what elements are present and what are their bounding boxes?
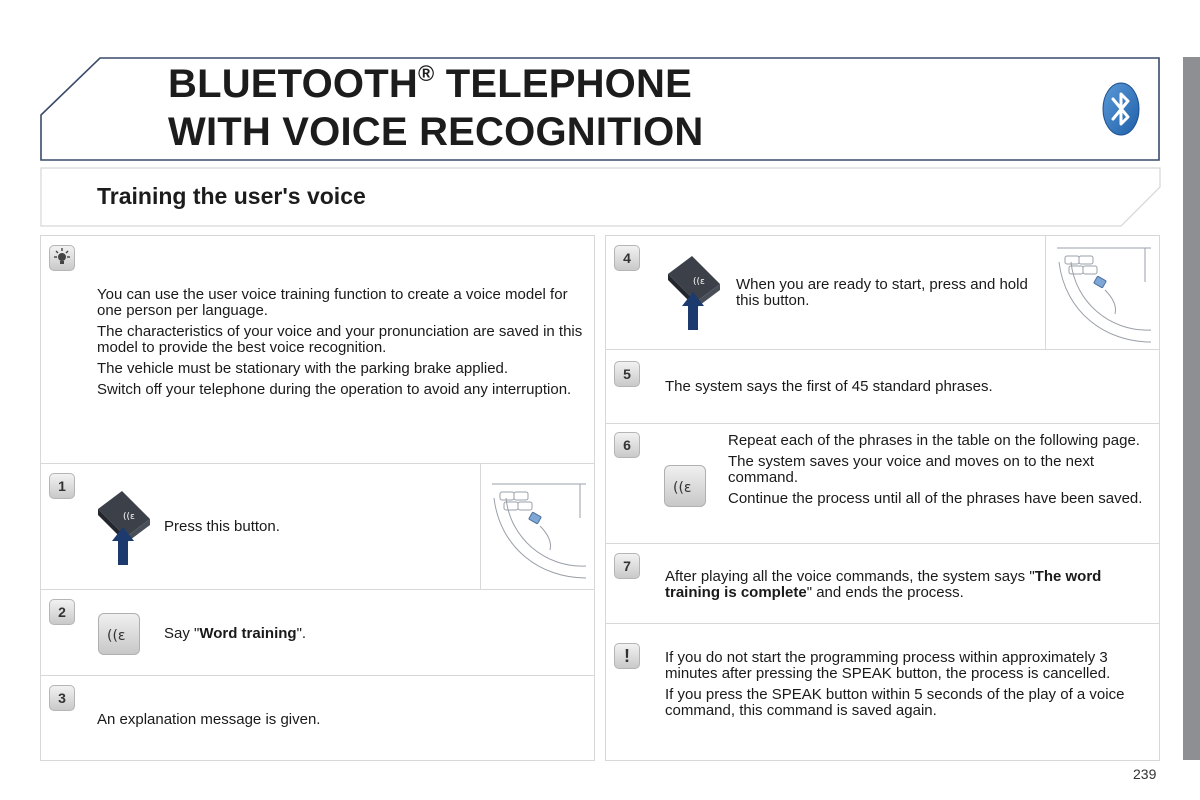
steering-wheel-illustration bbox=[490, 478, 588, 582]
step-6-paragraph: Continue the process until all of the phrases have been saved. bbox=[728, 490, 1143, 507]
warning-paragraph: If you do not start the programming process within approximately 3 minutes after pressing the SPEAK button, the process is cancelled. bbox=[665, 649, 1111, 682]
divider bbox=[40, 463, 595, 464]
step-5-text: The system says the first of 45 standard phrases. bbox=[665, 378, 993, 395]
tip-paragraph: The characteristics of your voice and your pronunciation are saved in this model to provide the best voice recognition. bbox=[97, 323, 583, 356]
step-6-paragraph: The system saves your voice and moves on to the next command. bbox=[728, 453, 1095, 486]
tip-paragraph: Switch off your telephone during the operation to avoid any interruption. bbox=[97, 381, 572, 398]
svg-text:((ε: ((ε bbox=[673, 480, 692, 496]
step-4-text: When you are ready to start, press and hold this button. bbox=[736, 276, 1028, 309]
tip-paragraph: The vehicle must be stationary with the parking brake applied. bbox=[97, 360, 509, 377]
divider bbox=[40, 589, 595, 590]
divider bbox=[605, 543, 1160, 544]
page-number: 239 bbox=[1133, 766, 1157, 782]
step-3-text: An explanation message is given. bbox=[97, 711, 321, 728]
warning-paragraph: If you press the SPEAK button within 5 seconds of the play of a voice command, this command is saved again. bbox=[665, 686, 1125, 719]
divider bbox=[40, 675, 595, 676]
page-title: BLUETOOTH® TELEPHONE WITH VOICE RECOGNITION bbox=[168, 61, 704, 154]
step-number-1: 1 bbox=[49, 473, 75, 499]
step-number-3: 3 bbox=[49, 685, 75, 711]
steering-button-press-icon bbox=[96, 489, 154, 567]
step-number-4: 4 bbox=[614, 245, 640, 271]
section-title: Training the user's voice bbox=[97, 183, 366, 209]
lightbulb-icon bbox=[49, 245, 75, 271]
divider bbox=[605, 623, 1160, 624]
steering-button-press-icon bbox=[666, 254, 724, 332]
step-number-6: 6 bbox=[614, 432, 640, 458]
step-1-text: Press this button. bbox=[164, 518, 280, 535]
step-6-paragraph: Repeat each of the phrases in the table on the following page. bbox=[728, 432, 1140, 449]
svg-text:((ε: ((ε bbox=[107, 628, 126, 644]
voice-command-icon bbox=[664, 465, 706, 507]
step-6-text bbox=[728, 433, 1143, 512]
svg-text:((ε: ((ε bbox=[123, 512, 135, 522]
divider bbox=[480, 463, 481, 589]
divider bbox=[605, 423, 1160, 424]
divider bbox=[1045, 235, 1046, 349]
voice-command-icon bbox=[98, 613, 140, 655]
warning-icon: ! bbox=[614, 643, 640, 669]
warning-text bbox=[665, 650, 1145, 724]
tip-text bbox=[97, 287, 587, 403]
step-number-7: 7 bbox=[614, 553, 640, 579]
step-2-text: Say "Word training". bbox=[164, 625, 307, 642]
steering-wheel-illustration bbox=[1055, 242, 1153, 346]
step-7-text: After playing all the voice commands, the system says "The word training is complete" and ends the process. bbox=[665, 568, 1102, 601]
bluetooth-icon bbox=[1102, 82, 1140, 136]
step-number-5: 5 bbox=[614, 361, 640, 387]
chapter-tab bbox=[1183, 57, 1200, 760]
divider bbox=[605, 349, 1160, 350]
step-number-2: 2 bbox=[49, 599, 75, 625]
svg-text:((ε: ((ε bbox=[693, 277, 705, 287]
tip-paragraph: You can use the user voice training function to create a voice model for one person per language. bbox=[97, 286, 568, 319]
